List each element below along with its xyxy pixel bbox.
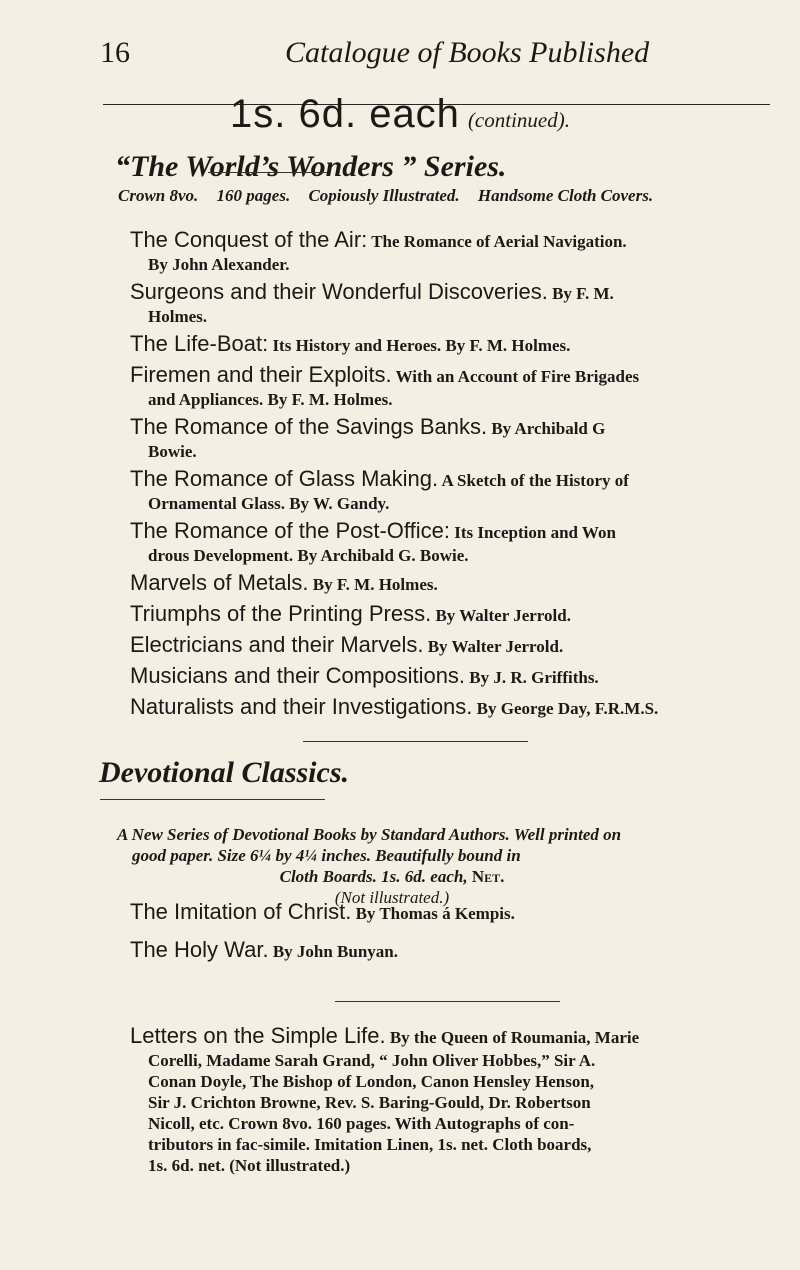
- page-number: 16: [100, 36, 130, 69]
- entry-description: A Sketch of the History of: [438, 471, 629, 490]
- entry-continuation: 1s. 6d. net. (Not illustrated.): [148, 1156, 351, 1175]
- list-item: [130, 415, 780, 462]
- entry-title: The Romance of the Savings Banks.: [130, 414, 488, 439]
- series-title: “The World’s Wonders ” Series.: [115, 150, 507, 183]
- entry-title: The Conquest of the Air:: [130, 227, 368, 252]
- price-main: 1s. 6d. each: [230, 92, 460, 136]
- entry-title: The Holy War.: [130, 937, 269, 962]
- series-meta-format: Crown 8vo.: [118, 186, 199, 205]
- list-item: [130, 602, 780, 628]
- series-title-underline: [208, 172, 328, 173]
- list-item: [130, 332, 780, 358]
- section-note: [117, 824, 737, 908]
- series-meta-illustrated: Copiously Illustrated.: [308, 186, 460, 205]
- section-note-price: [117, 866, 737, 887]
- entry-description: By Walter Jerrold.: [423, 637, 564, 656]
- entry-title: Letters on the Simple Life.: [130, 1023, 386, 1048]
- list-item: [130, 664, 780, 690]
- entry-continuation: Bowie.: [148, 442, 197, 461]
- entry-continuation: By John Alexander.: [148, 255, 290, 274]
- entry-description: By F. M.: [547, 284, 614, 303]
- entry-title: The Imitation of Christ.: [130, 899, 352, 924]
- list-item: [130, 363, 780, 410]
- page-header: [0, 30, 800, 80]
- entry-description: By Archibald G: [487, 419, 606, 438]
- series-entry-list: [130, 228, 780, 726]
- letters-first-line: [130, 1024, 778, 1050]
- entry-description: By George Day, F.R.M.S.: [472, 699, 659, 718]
- entry-description: The Romance of Aerial Navigation.: [367, 232, 627, 251]
- series-meta-pages: 160 pages.: [216, 186, 291, 205]
- entry-title: Triumphs of the Printing Press.: [130, 601, 432, 626]
- entry-description: Its History and Heroes. By F. M. Holmes.: [268, 336, 571, 355]
- section-title-underline: [100, 799, 325, 800]
- letters-entry: [130, 1024, 778, 1176]
- list-item: [130, 571, 780, 597]
- entry-description: By F. M. Holmes.: [308, 575, 438, 594]
- price-note: (continued).: [467, 108, 570, 132]
- series-meta-covers: Handsome Cloth Covers.: [477, 186, 654, 205]
- entry-title: Naturalists and their Investigations.: [130, 694, 473, 719]
- entry-title: Surgeons and their Wonderful Discoveries.: [130, 279, 548, 304]
- entry-description: By the Queen of Roumania, Marie: [385, 1028, 640, 1047]
- section-note-line: A New Series of Devotional Books by Standard Authors. Well printed on: [117, 825, 622, 844]
- entry-continuation: Sir J. Crichton Browne, Rev. S. Baring-Gould, Dr. Robertson: [148, 1093, 591, 1112]
- entry-description: By J. R. Griffiths.: [465, 668, 599, 687]
- price-heading: [0, 92, 800, 137]
- series-meta: [118, 186, 653, 206]
- entry-title: Electricians and their Marvels.: [130, 632, 424, 657]
- list-item: [130, 519, 780, 566]
- entry-description: By Thomas á Kempis.: [351, 904, 515, 923]
- list-item: [130, 938, 780, 964]
- running-title: Catalogue of Books Published: [285, 36, 650, 69]
- entry-title: Firemen and their Exploits.: [130, 362, 392, 387]
- list-item: [130, 467, 780, 514]
- entry-title: Marvels of Metals.: [130, 570, 309, 595]
- section-note-price-text: Cloth Boards. 1s. 6d. each,: [279, 867, 472, 886]
- list-item: [130, 633, 780, 659]
- list-item: [130, 228, 780, 275]
- entry-description: Its Inception and Won: [449, 523, 616, 542]
- entry-continuation: Ornamental Glass. By W. Gandy.: [148, 494, 390, 513]
- entry-continuation: tributors in fac-simile. Imitation Linen, 1s. net. Cloth boards,: [148, 1135, 592, 1154]
- entry-title: The Romance of Glass Making.: [130, 466, 439, 491]
- entry-continuation: Holmes.: [148, 307, 208, 326]
- entry-continuation: Corelli, Madame Sarah Grand, “ John Oliver Hobbes,” Sir A.: [148, 1051, 596, 1070]
- list-item: [130, 900, 780, 926]
- section-note-illustrated: (Not illustrated.): [334, 888, 450, 907]
- section-note-net: Net.: [471, 867, 505, 886]
- section-divider: [303, 741, 528, 742]
- entry-title: The Life-Boat:: [130, 331, 269, 356]
- list-item: [130, 280, 780, 327]
- entry-title: The Romance of the Post-Office:: [130, 518, 450, 543]
- entry-description: By Walter Jerrold.: [431, 606, 571, 625]
- entry-description: With an Account of Fire Brigades: [391, 367, 640, 386]
- section-title: Devotional Classics.: [99, 756, 350, 789]
- section-note-line: good paper. Size 6¼ by 4¼ inches. Beautifully bound in: [132, 846, 521, 865]
- entry-continuation: Conan Doyle, The Bishop of London, Canon Hensley Henson,: [148, 1072, 595, 1091]
- entry-title: Musicians and their Compositions.: [130, 663, 466, 688]
- devotional-entry-list: [130, 900, 780, 969]
- entry-description: By John Bunyan.: [268, 942, 399, 961]
- entry-continuation: Nicoll, etc. Crown 8vo. 160 pages. With Autographs of con-: [148, 1114, 575, 1133]
- entry-continuation: and Appliances. By F. M. Holmes.: [148, 390, 393, 409]
- entry-continuation: drous Development. By Archibald G. Bowie.: [148, 546, 469, 565]
- list-item: [130, 695, 780, 721]
- section-divider: [335, 1001, 560, 1002]
